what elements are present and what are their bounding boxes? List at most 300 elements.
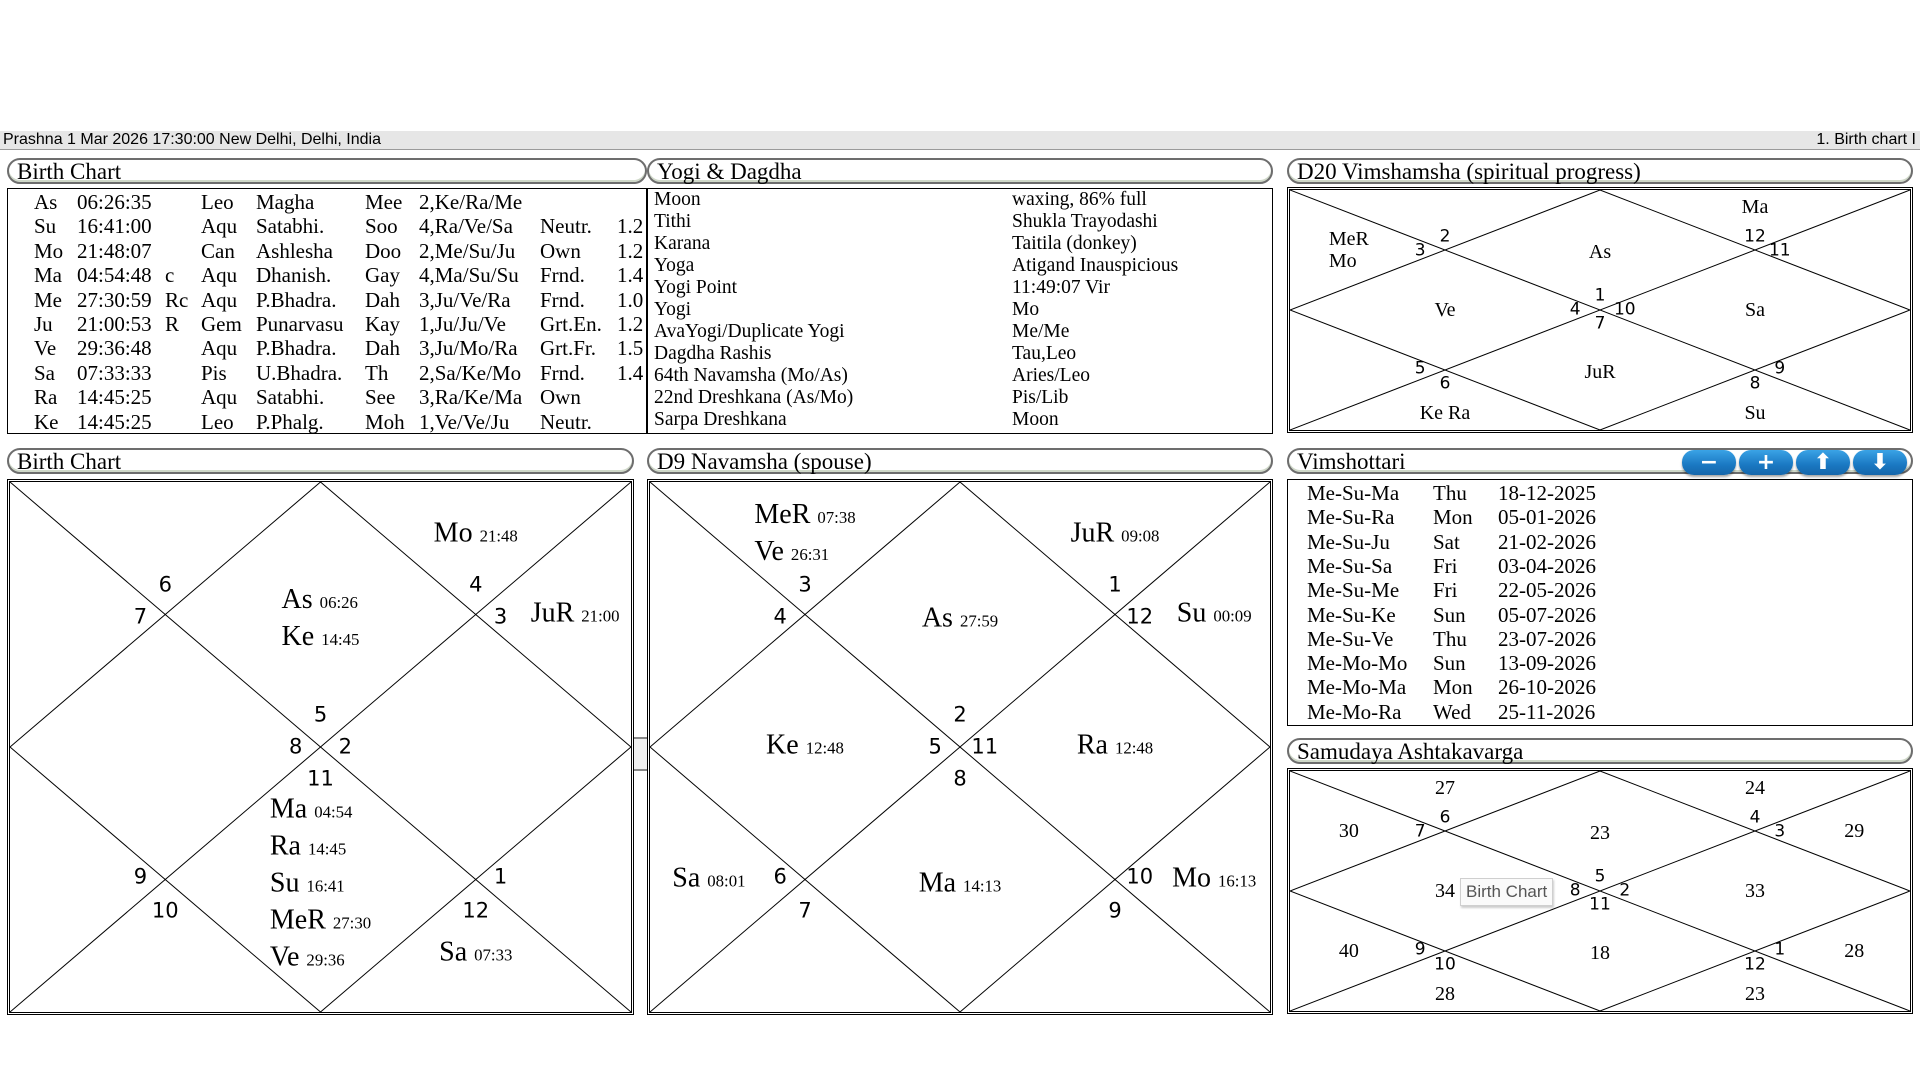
- planet-name: Sa: [439, 936, 468, 968]
- house-planets[interactable]: [1339, 820, 1359, 842]
- list-item: [648, 233, 1272, 255]
- cell-lord: Moh: [365, 409, 405, 434]
- cell-planet: Ma: [34, 263, 62, 288]
- house-planets[interactable]: [1077, 729, 1153, 766]
- cell-sign: Aqu: [201, 287, 238, 312]
- house-sign-number: 6: [158, 572, 172, 597]
- yogi-value: Aries/Leo: [1012, 365, 1090, 386]
- start-date: 23-07-2026: [1498, 626, 1596, 651]
- minus-button[interactable]: [1682, 450, 1736, 475]
- house-planets[interactable]: [1844, 940, 1864, 962]
- cell-strength: 1.0: [617, 287, 644, 312]
- planet-name: As: [921, 602, 953, 634]
- list-item: [648, 409, 1272, 431]
- start-date: 05-01-2026: [1498, 505, 1596, 530]
- start-date: 22-05-2026: [1498, 578, 1596, 603]
- planet-name: Ma: [269, 793, 308, 825]
- planet-name: Ke: [766, 729, 799, 761]
- cell-status: c: [165, 263, 175, 288]
- yogi-label: Tithi: [654, 211, 692, 232]
- house-sign-number: 12: [462, 898, 490, 923]
- house-planets[interactable]: [1745, 880, 1765, 902]
- planet-name: Mo: [1172, 862, 1212, 893]
- ashtakavarga-header[interactable]: [1287, 738, 1913, 764]
- weekday: Mon: [1433, 505, 1473, 530]
- table-row[interactable]: [1288, 481, 1912, 505]
- house-sign-number: 2: [1619, 880, 1631, 901]
- arrow-down-button[interactable]: [1853, 450, 1907, 475]
- cell-lord: Doo: [365, 238, 402, 263]
- planet-label: [270, 903, 371, 940]
- planet-name: 24: [1745, 776, 1765, 799]
- yogi-value: Taitila (donkey): [1012, 233, 1137, 254]
- cell-strength: 1.4: [617, 360, 644, 385]
- planet-label: [672, 861, 745, 898]
- cell-sign: Can: [201, 238, 235, 263]
- house-planets[interactable]: [282, 583, 360, 657]
- house-sign-number: 4: [1749, 807, 1761, 828]
- house-planets[interactable]: [1584, 361, 1615, 383]
- planet-degree: 08:01: [707, 871, 746, 890]
- house-planets[interactable]: [1435, 880, 1455, 902]
- house-sign-number: 1: [1108, 572, 1122, 597]
- house-sign-number: 4: [1569, 299, 1581, 320]
- list-item: [648, 365, 1272, 387]
- house-planets[interactable]: [919, 866, 1002, 903]
- panel-title: D9 Navamsha (spouse): [657, 449, 872, 474]
- yogi-value: Me/Me: [1012, 321, 1070, 342]
- house-sign-number: 10: [1126, 864, 1154, 889]
- house-planets[interactable]: [1590, 942, 1610, 964]
- cell-longitude: 14:45:25: [77, 385, 152, 410]
- house-planets[interactable]: [1329, 228, 1369, 272]
- planet-label: [1329, 250, 1369, 272]
- planet-name: As: [281, 583, 313, 615]
- house-sign-number: 6: [1439, 807, 1451, 828]
- house-sign-number: 3: [1774, 821, 1786, 842]
- table-row[interactable]: [1288, 700, 1912, 724]
- yogi-label: 64th Navamsha (Mo/As): [654, 365, 848, 386]
- d9-header[interactable]: [647, 448, 1273, 474]
- house-sign-number: 11: [1768, 240, 1791, 261]
- list-item: [648, 299, 1272, 321]
- house-sign-number: 11: [307, 766, 334, 791]
- ashtakavarga-chart[interactable]: [1287, 768, 1913, 1014]
- planet-degree: 12:48: [1114, 738, 1154, 758]
- cell-nakshatra: P.Bhadra.: [256, 336, 337, 361]
- house-planets[interactable]: [270, 792, 371, 977]
- cell-sign: Gem: [201, 312, 242, 336]
- table-row[interactable]: [8, 263, 646, 288]
- planet-name: 27: [1435, 776, 1455, 799]
- planet-label: [754, 535, 855, 572]
- house-sign-number: 6: [1439, 373, 1451, 394]
- cell-relation: Grt.Fr.: [540, 336, 597, 361]
- vimshottari-list: [1287, 479, 1913, 726]
- start-date: 03-04-2026: [1498, 553, 1596, 578]
- d20-chart[interactable]: [1287, 187, 1913, 433]
- d9-chart[interactable]: [647, 479, 1273, 1015]
- cell-longitude: 16:41:00: [77, 214, 152, 239]
- house-planets[interactable]: [1742, 196, 1769, 218]
- planet-label: [1744, 402, 1765, 424]
- planet-name: Sa: [672, 862, 701, 893]
- chart-lines: [1290, 771, 1910, 1011]
- cell-pada: 3,Ju/Ve/Ra: [419, 287, 511, 312]
- house-planets[interactable]: [439, 935, 512, 972]
- cell-relation: Grt.En.: [540, 312, 602, 336]
- planet-name: 18: [1590, 942, 1610, 965]
- cell-planet: Sa: [34, 360, 55, 385]
- planet-label: [1844, 940, 1864, 962]
- planet-label: [1434, 299, 1455, 321]
- table-row[interactable]: [8, 385, 646, 410]
- dasha-period: Me-Mo-Ma: [1307, 675, 1407, 700]
- planet-name: As: [1588, 241, 1612, 264]
- house-sign-number: 4: [469, 572, 483, 597]
- dasha-period: Me-Su-Ve: [1307, 626, 1394, 651]
- cell-nakshatra: Punarvasu: [256, 312, 344, 336]
- house-sign-number: 6: [773, 864, 787, 889]
- house-sign-number: 2: [953, 702, 967, 727]
- planet-degree: 12:48: [805, 738, 844, 758]
- planet-label: [1420, 402, 1471, 424]
- house-sign-number: 12: [1744, 954, 1766, 975]
- cell-longitude: 21:00:53: [77, 312, 152, 336]
- planet-name: 40: [1338, 940, 1359, 962]
- cell-relation: Own: [540, 385, 581, 410]
- plus-icon: +: [1756, 450, 1776, 475]
- table-row[interactable]: [1288, 627, 1912, 651]
- cell-strength: 1.2: [617, 214, 644, 239]
- birth-chart-header[interactable]: [7, 448, 634, 474]
- planet-label: [1745, 299, 1765, 321]
- yogi-value: waxing, 86% full: [1012, 189, 1147, 210]
- planet-name: 28: [1435, 983, 1455, 1006]
- planet-label: [282, 620, 360, 657]
- table-row[interactable]: [8, 239, 646, 264]
- panel-title: Yogi & Dagdha: [657, 159, 802, 184]
- cell-strength: 1.4: [617, 263, 644, 288]
- planet-label: [1329, 228, 1369, 250]
- panel-title: D20 Vimshamsha (spiritual progress): [1297, 159, 1641, 184]
- planet-label: [270, 940, 371, 977]
- cell-status: R: [165, 312, 180, 336]
- weekday: Fri: [1433, 578, 1458, 603]
- planet-label: [439, 935, 512, 972]
- house-planets[interactable]: [1339, 940, 1359, 962]
- house-sign-number: 9: [1414, 939, 1426, 960]
- house-planets[interactable]: [922, 601, 998, 638]
- cell-pada: 1,Ve/Ve/Ju: [419, 409, 510, 434]
- planet-degree: 27:30: [332, 913, 372, 933]
- planet-name: MeR: [1328, 228, 1369, 250]
- plus-button[interactable]: [1739, 450, 1793, 475]
- chart-lines: [1290, 190, 1910, 430]
- cell-sign: Aqu: [201, 336, 238, 361]
- planet-label: [1745, 777, 1765, 799]
- planet-name: Su: [1176, 597, 1207, 628]
- start-date: 21-02-2026: [1498, 529, 1596, 554]
- house-planets[interactable]: [1071, 517, 1160, 554]
- planet-label: [1745, 983, 1765, 1005]
- cell-nakshatra: Magha: [256, 190, 315, 214]
- cell-strength: 1.5: [617, 336, 644, 361]
- yogi-label: Moon: [654, 189, 701, 210]
- house-sign-number: 12: [1126, 604, 1154, 629]
- planet-degree: 14:45: [307, 839, 347, 859]
- planet-label: [1077, 729, 1153, 766]
- house-sign-number: 8: [953, 766, 967, 791]
- table-row[interactable]: [8, 312, 646, 337]
- house-sign-number: 1: [1594, 285, 1606, 306]
- house-sign-number: 9: [133, 864, 148, 889]
- house-planets[interactable]: [1420, 402, 1471, 424]
- planet-name: 33: [1745, 880, 1765, 902]
- planet-label: [531, 596, 620, 633]
- house-planets[interactable]: [754, 498, 855, 572]
- cell-relation: Frnd.: [540, 360, 585, 385]
- cell-status: Rc: [165, 287, 189, 312]
- cell-longitude: 27:30:59: [77, 287, 152, 312]
- table-row[interactable]: [1288, 675, 1912, 699]
- cell-lord: Dah: [365, 336, 400, 361]
- table-row[interactable]: [1288, 578, 1912, 602]
- planet-label: [270, 829, 371, 866]
- cell-strength: 1.2: [617, 238, 644, 263]
- cell-planet: As: [34, 190, 58, 214]
- arrow-up-icon: ⬆: [1813, 450, 1833, 475]
- planet-label: [1844, 820, 1864, 842]
- cell-lord: Th: [365, 360, 389, 385]
- splitter[interactable]: [634, 737, 648, 771]
- cell-lord: Mee: [365, 190, 403, 214]
- dasha-period: Me-Su-Ra: [1307, 505, 1395, 530]
- planet-table: [7, 188, 647, 434]
- table-row[interactable]: [1288, 505, 1912, 529]
- planet-label: [1742, 196, 1769, 218]
- dasha-period: Me-Su-Ju: [1307, 529, 1390, 554]
- yogi-label: Dagdha Rashis: [654, 343, 772, 364]
- house-sign-number: 7: [798, 898, 812, 923]
- planet-name: Ra: [269, 830, 301, 862]
- house-planets[interactable]: [1744, 402, 1765, 424]
- cell-planet: Ke: [34, 409, 59, 434]
- planet-label: [1745, 880, 1765, 902]
- house-sign-number: 8: [1749, 373, 1761, 394]
- start-date: 18-12-2025: [1498, 481, 1596, 505]
- table-row[interactable]: [1288, 651, 1912, 675]
- cell-lord: Gay: [365, 263, 400, 288]
- planet-degree: 26:31: [790, 545, 830, 564]
- list-item: [648, 277, 1272, 299]
- house-planets[interactable]: [1844, 820, 1864, 842]
- cell-nakshatra: U.Bhadra.: [256, 360, 343, 385]
- minus-icon: −: [1699, 450, 1719, 475]
- yogi-value: Atigand Inauspicious: [1012, 255, 1179, 276]
- planet-name: JuR: [1584, 361, 1616, 384]
- birth-chart[interactable]: [7, 479, 634, 1015]
- panel-title: Samudaya Ashtakavarga: [1297, 739, 1524, 764]
- list-item: [648, 189, 1272, 211]
- house-sign-number: 10: [1613, 299, 1636, 320]
- cell-pada: 2,Me/Su/Ju: [419, 238, 516, 263]
- house-planets[interactable]: [766, 729, 844, 766]
- planet-name: Ma: [1741, 195, 1769, 218]
- cell-lord: Soo: [365, 214, 398, 239]
- cell-nakshatra: Ashlesha: [256, 238, 333, 263]
- house-sign-number: 5: [1594, 866, 1606, 887]
- cell-planet: Ra: [34, 385, 58, 410]
- planet-name: Ke Ra: [1419, 402, 1471, 425]
- house-sign-number: 1: [493, 864, 508, 889]
- house-planets[interactable]: [1172, 861, 1256, 898]
- yogi-value: Tau,Leo: [1012, 343, 1077, 364]
- cell-pada: 3,Ra/Ke/Ma: [419, 385, 523, 410]
- cell-sign: Leo: [201, 190, 234, 214]
- planet-label: [270, 866, 371, 903]
- house-sign-number: 5: [313, 702, 328, 727]
- cell-sign: Aqu: [201, 214, 238, 239]
- list-item: [648, 321, 1272, 343]
- yogi-value: Moon: [1012, 409, 1059, 430]
- house-sign-number: 2: [1439, 226, 1451, 247]
- cell-lord: Kay: [365, 312, 400, 336]
- planet-label: [1589, 241, 1611, 263]
- yogi-table: [647, 188, 1273, 434]
- table-row[interactable]: [1288, 554, 1912, 578]
- cell-lord: See: [365, 385, 396, 410]
- planet-label: [1177, 596, 1252, 633]
- planet-degree: 21:00: [581, 606, 620, 625]
- planet-name: MeR: [754, 499, 811, 530]
- cell-planet: Ju: [34, 312, 53, 336]
- arrow-up-button[interactable]: [1796, 450, 1850, 475]
- table-row[interactable]: [8, 288, 646, 313]
- house-planets[interactable]: [1745, 299, 1765, 321]
- yogi-label: 22nd Dreshkana (As/Mo): [654, 387, 854, 408]
- cell-planet: Ve: [34, 336, 57, 361]
- yogi-value: 11:49:07 Vir: [1012, 277, 1110, 298]
- table-row[interactable]: [8, 336, 646, 361]
- planet-name: 23: [1590, 822, 1610, 845]
- house-sign-number: 7: [1414, 821, 1426, 842]
- house-planets[interactable]: [1589, 241, 1611, 263]
- house-planets[interactable]: [1435, 983, 1455, 1005]
- planet-label: [282, 583, 360, 620]
- house-sign-number: 9: [1774, 358, 1786, 379]
- house-planets[interactable]: [1745, 777, 1765, 799]
- cell-nakshatra: Satabhi.: [256, 385, 325, 410]
- dasha-period: Me-Su-Me: [1307, 578, 1400, 603]
- yogi-header[interactable]: [647, 158, 1273, 184]
- table-row[interactable]: [1288, 603, 1912, 627]
- yogi-value: Mo: [1012, 299, 1040, 320]
- house-sign-number: 7: [1594, 313, 1606, 334]
- cell-planet: Mo: [34, 238, 64, 263]
- planet-name: 29: [1844, 820, 1865, 842]
- cell-longitude: 07:33:33: [77, 360, 152, 385]
- list-item: [648, 343, 1272, 365]
- cell-pada: 4,Ra/Ve/Sa: [419, 214, 513, 239]
- panel-title: Vimshottari: [1297, 449, 1406, 474]
- planet-name: Ma: [918, 867, 957, 899]
- planet-label: [270, 792, 371, 829]
- planet-degree: 04:54: [314, 802, 353, 822]
- house-sign-number: 11: [971, 734, 999, 759]
- house-planets[interactable]: [1434, 299, 1455, 321]
- start-date: 26-10-2026: [1498, 675, 1596, 700]
- chart-lines: [650, 482, 1270, 1012]
- planet-name: 30: [1338, 820, 1359, 842]
- yogi-value: Shukla Trayodashi: [1012, 211, 1158, 232]
- house-planets[interactable]: [531, 596, 620, 633]
- planet-name: MeR: [269, 904, 326, 936]
- house-planets[interactable]: [1177, 596, 1252, 633]
- yogi-label: Yogi Point: [654, 277, 738, 298]
- cell-strength: 1.2: [617, 312, 644, 336]
- table-row[interactable]: [8, 361, 646, 386]
- house-sign-number: 3: [798, 572, 812, 597]
- weekday: Sun: [1433, 602, 1466, 627]
- planet-table-header[interactable]: [7, 158, 647, 184]
- list-item: [648, 211, 1272, 233]
- house-sign-number: 10: [1434, 954, 1456, 975]
- cell-planet: Su: [34, 214, 57, 239]
- weekday: Sun: [1433, 651, 1466, 676]
- table-row[interactable]: [8, 214, 646, 239]
- weekday: Thu: [1433, 481, 1467, 505]
- house-sign-number: 5: [1414, 358, 1426, 379]
- table-row[interactable]: [8, 190, 646, 215]
- house-planets[interactable]: [1745, 983, 1765, 1005]
- house-sign-number: 1: [1774, 939, 1786, 960]
- planet-name: Su: [1744, 402, 1766, 425]
- table-row[interactable]: [1288, 530, 1912, 554]
- planet-name: 28: [1844, 940, 1865, 962]
- house-sign-number: 3: [1414, 240, 1426, 261]
- cell-lord: Dah: [365, 287, 400, 312]
- planet-label: [1339, 820, 1359, 842]
- planet-label: [1172, 861, 1256, 898]
- table-row[interactable]: [8, 410, 646, 434]
- house-sign-number: 9: [1108, 898, 1122, 923]
- planet-name: JuR: [1070, 517, 1115, 549]
- cell-longitude: 21:48:07: [77, 238, 152, 263]
- house-planets[interactable]: [1435, 777, 1455, 799]
- list-item: [648, 387, 1272, 409]
- house-sign-number: 2: [338, 734, 353, 759]
- chart-tab-label[interactable]: 1. Birth chart I: [1816, 131, 1916, 148]
- planet-label: [1071, 517, 1160, 554]
- planet-label: [434, 517, 518, 554]
- cell-planet: Me: [34, 287, 62, 312]
- cell-sign: Aqu: [201, 385, 238, 410]
- house-planets[interactable]: [672, 861, 745, 898]
- weekday: Wed: [1433, 699, 1471, 724]
- cell-nakshatra: Satabhi.: [256, 214, 325, 239]
- cell-relation: Frnd.: [540, 263, 585, 288]
- yogi-value: Pis/Lib: [1012, 387, 1069, 408]
- planet-label: [1339, 940, 1359, 962]
- planet-name: Ve: [269, 941, 300, 973]
- house-planets[interactable]: [1590, 822, 1610, 844]
- cell-pada: 2,Sa/Ke/Mo: [419, 360, 522, 385]
- d20-header[interactable]: [1287, 158, 1913, 184]
- yogi-label: Yogi: [654, 299, 692, 320]
- house-planets[interactable]: [434, 517, 518, 554]
- cell-sign: Aqu: [201, 263, 238, 288]
